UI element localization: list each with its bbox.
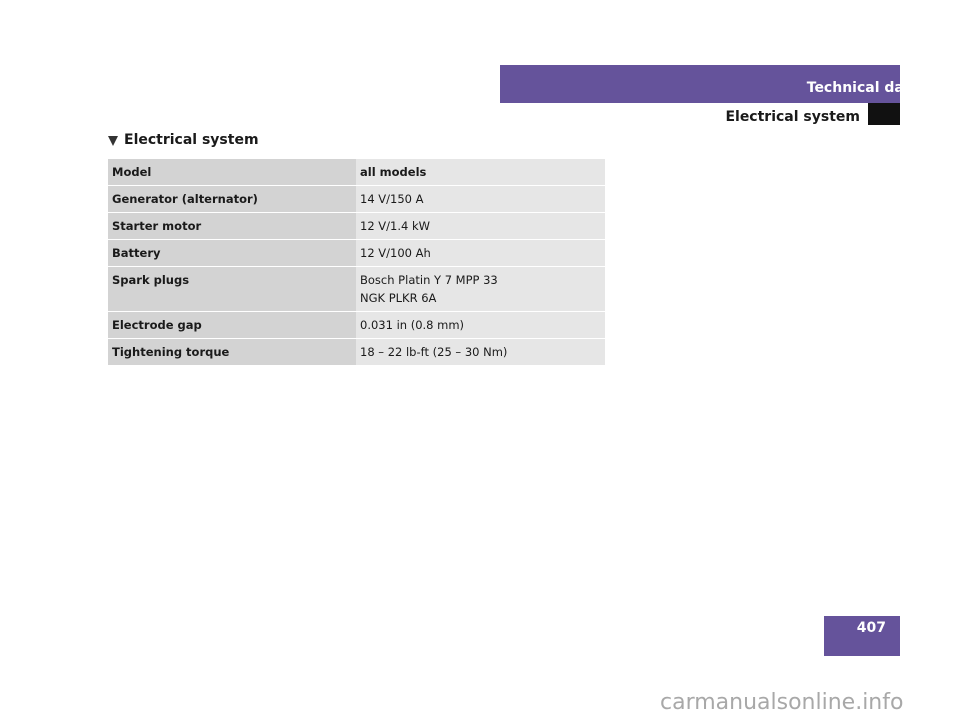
row-value: 12 V/1.4 kW — [356, 213, 605, 240]
section-marker — [868, 103, 900, 125]
table-row — [108, 339, 605, 366]
row-value: 12 V/100 Ah — [356, 240, 605, 267]
row-label: Generator (alternator) — [108, 186, 356, 213]
row-label: Tightening torque — [108, 339, 356, 366]
chapter-title: Technical data — [806, 80, 920, 96]
section-subtitle: Electrical system — [725, 109, 860, 125]
table-row — [108, 240, 605, 267]
row-value-line-2: NGK PLKR 6A — [360, 291, 437, 305]
table-header-value: all models — [356, 159, 605, 186]
table-row — [108, 186, 605, 213]
row-value-line-1: Bosch Platin Y 7 MPP 33 — [360, 273, 498, 287]
row-label: Starter motor — [108, 213, 356, 240]
row-label: Spark plugs — [108, 267, 356, 312]
electrical-spec-table — [108, 159, 605, 366]
table-row — [108, 213, 605, 240]
section-heading-text: Electrical system — [124, 132, 259, 148]
page-number: 407 — [856, 620, 886, 636]
row-label: Battery — [108, 240, 356, 267]
table-header-row — [108, 159, 605, 186]
triangle-bullet-icon — [108, 136, 118, 146]
table-row — [108, 312, 605, 339]
watermark: carmanualsonline.info — [660, 690, 904, 715]
section-heading — [108, 132, 259, 148]
row-value: 0.031 in (0.8 mm) — [356, 312, 605, 339]
row-value — [356, 267, 605, 312]
table-header-label: Model — [108, 159, 356, 186]
row-value: 18 – 22 lb-ft (25 – 30 Nm) — [356, 339, 605, 366]
table-row — [108, 267, 605, 312]
row-label: Electrode gap — [108, 312, 356, 339]
row-value: 14 V/150 A — [356, 186, 605, 213]
